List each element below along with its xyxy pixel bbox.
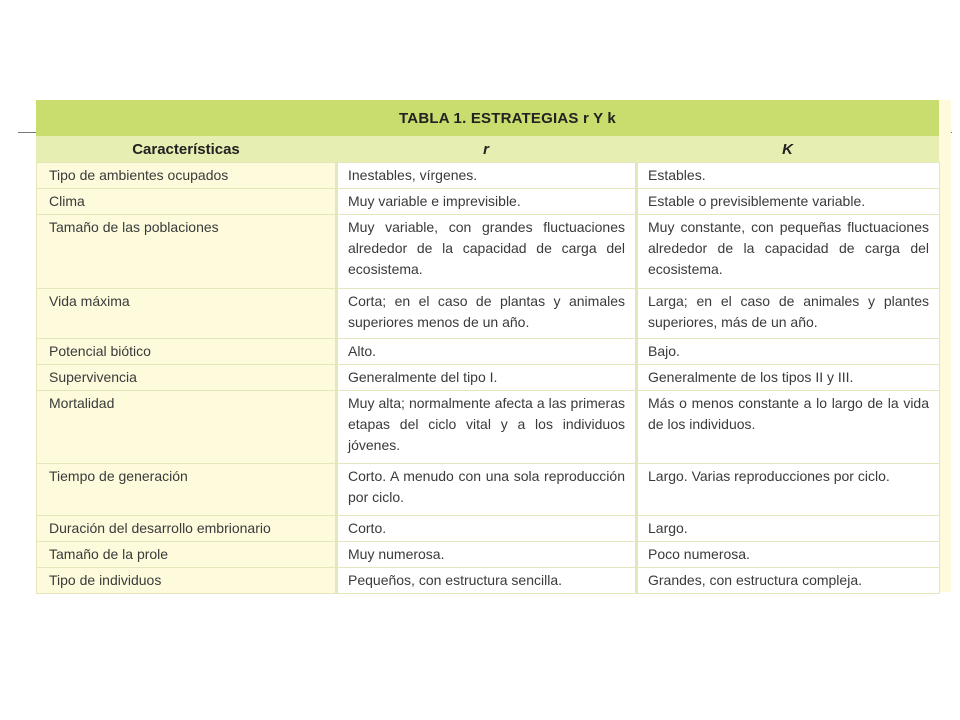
cell-r-strategy: Corta; en el caso de plantas y animales superiores menos de un año. [337, 289, 637, 339]
table-title-bar [36, 100, 939, 136]
cell-r-strategy: Alto. [337, 339, 637, 365]
cell-k-strategy: Bajo. [637, 339, 940, 365]
table-row [37, 339, 940, 365]
cell-characteristic: Tamaño de la prole [37, 542, 337, 568]
table-row [37, 391, 940, 464]
cell-characteristic: Tiempo de generación [37, 464, 337, 516]
cell-k-strategy: Estable o previsiblemente variable. [637, 189, 940, 215]
header-r: r [483, 140, 489, 158]
cell-characteristic: Tipo de ambientes ocupados [37, 163, 337, 189]
cell-r-strategy: Inestables, vírgenes. [337, 163, 637, 189]
table-row [37, 542, 940, 568]
cell-r-strategy: Pequeños, con estructura sencilla. [337, 568, 637, 594]
cell-k-strategy: Estables. [637, 163, 940, 189]
table-title: TABLA 1. ESTRATEGIAS r Y k [399, 109, 616, 127]
table-row [37, 215, 940, 289]
cell-k-strategy: Larga; en el caso de animales y plantes superiores, más de un año. [637, 289, 940, 339]
cell-characteristic: Mortalidad [37, 391, 337, 464]
cell-k-strategy: Generalmente de los tipos II y III. [637, 365, 940, 391]
cell-k-strategy: Muy constante, con pequeñas fluctuaciones alrededor de la capacidad de carga del ecosistema. [637, 215, 940, 289]
table-row [37, 568, 940, 594]
header-k: K [782, 140, 793, 158]
table-row [37, 516, 940, 542]
cell-characteristic: Potencial biótico [37, 339, 337, 365]
table-row [37, 163, 940, 189]
cell-r-strategy: Muy numerosa. [337, 542, 637, 568]
strategies-table [36, 162, 940, 594]
cell-characteristic: Vida máxima [37, 289, 337, 339]
cell-r-strategy: Muy variable, con grandes fluctuaciones alrededor de la capacidad de carga del ecosistema. [337, 215, 637, 289]
cell-characteristic: Tipo de individuos [37, 568, 337, 594]
cell-k-strategy: Más o menos constante a lo largo de la vida de los individuos. [637, 391, 940, 464]
cell-k-strategy: Largo. Varias reproducciones por ciclo. [637, 464, 940, 516]
table-row [37, 365, 940, 391]
table-row [37, 289, 940, 339]
cell-characteristic: Clima [37, 189, 337, 215]
cell-k-strategy: Largo. [637, 516, 940, 542]
cell-characteristic: Supervivencia [37, 365, 337, 391]
table-row [37, 464, 940, 516]
cell-r-strategy: Muy alta; normalmente afecta a las primeras etapas del ciclo vital y a los individuos jóvenes. [337, 391, 637, 464]
table-row [37, 189, 940, 215]
cell-r-strategy: Muy variable e imprevisible. [337, 189, 637, 215]
cell-characteristic: Tamaño de las poblaciones [37, 215, 337, 289]
cell-r-strategy: Corto. [337, 516, 637, 542]
cell-r-strategy: Corto. A menudo con una sola reproducción por ciclo. [337, 464, 637, 516]
cell-characteristic: Duración del desarrollo embrionario [37, 516, 337, 542]
header-caracteristicas: Características [132, 140, 240, 158]
cell-k-strategy: Grandes, con estructura compleja. [637, 568, 940, 594]
cell-k-strategy: Poco numerosa. [637, 542, 940, 568]
cell-r-strategy: Generalmente del tipo I. [337, 365, 637, 391]
